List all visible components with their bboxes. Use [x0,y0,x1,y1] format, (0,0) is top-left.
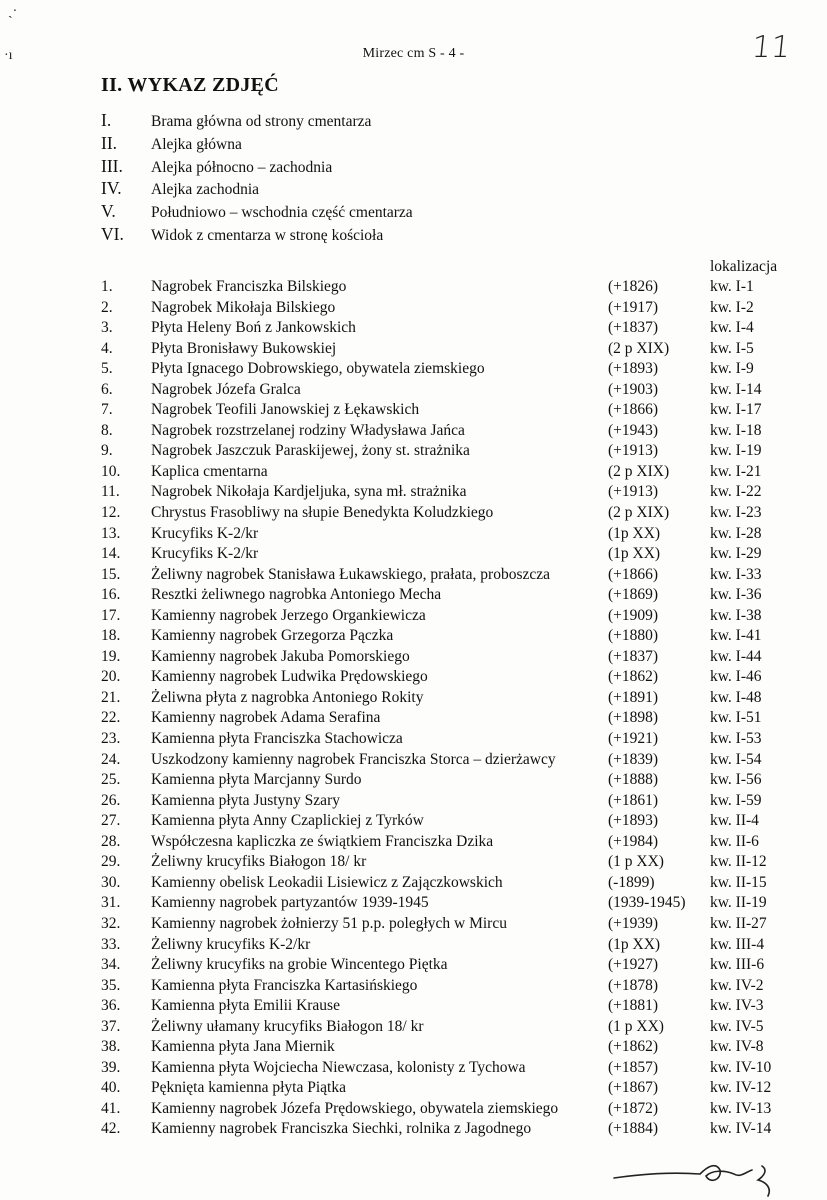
list-item [101,648,801,669]
item-location: kw. IV-12 [710,1079,772,1097]
item-date: (1939-1945) [608,894,686,912]
item-date: (+1862) [608,668,659,686]
photo-number: II. [101,132,118,153]
list-item [101,812,801,833]
item-location: kw. II-4 [710,812,759,830]
item-number: 16. [101,586,121,604]
item-description: Chrystus Frasobliwy na słupie Benedykta Koludzkiego [151,504,494,522]
item-location: kw. IV-8 [710,1038,764,1056]
photo-item [101,224,501,247]
item-location: kw. I-9 [710,360,754,378]
item-description: Nagrobek Nikołaja Kardjeljuka, syna mł. strażnika [151,483,467,501]
item-number: 9. [101,442,113,460]
item-description: Żeliwny krucyfiks na grobie Wincentego Piętka [151,956,448,974]
item-description: Kamienna płyta Justyny Szary [151,791,340,809]
item-location: kw. I-19 [710,442,762,460]
item-number: 24. [101,750,121,768]
list-item [101,936,801,957]
item-date: (2 p XIX) [608,504,670,522]
item-date: (+1862) [608,1038,659,1056]
item-description: Kamienny nagrobek Józefa Prędowskiego, obywatela ziemskiego [151,1099,559,1117]
photo-number: IV. [101,178,122,199]
photo-label: Widok z cmentarza w stronę kościoła [151,226,384,244]
item-location: kw. I-28 [710,524,762,542]
item-description: Kamienny nagrobek Adama Serafina [151,709,381,727]
list-item [101,504,801,525]
item-location: kw. I-22 [710,483,762,501]
item-number: 40. [101,1079,121,1097]
list-item [101,422,801,443]
photo-item [101,156,501,179]
item-number: 31. [101,894,121,912]
item-date: (+1898) [608,709,659,727]
item-location: kw. I-36 [710,586,762,604]
list-item [101,874,801,895]
photo-label: Alejka zachodnia [151,181,260,199]
item-description: Kaplica cmentarna [151,462,268,480]
list-item [101,668,801,689]
item-number: 18. [101,627,121,645]
item-number: 21. [101,688,121,706]
signature [612,1160,782,1200]
list-item [101,607,801,628]
item-description: Nagrobek Józefa Gralca [151,380,301,398]
list-item [101,566,801,587]
item-location: kw. I-2 [710,298,754,316]
photo-list [101,110,501,247]
item-location: kw. IV-2 [710,976,764,994]
item-number: 29. [101,853,121,871]
item-location: kw. I-56 [710,771,762,789]
item-description: Nagrobek rozstrzelanej rodziny Władysława Jańca [151,421,465,439]
item-date: (+1917) [608,298,659,316]
item-description: Płyta Bronisławy Bukowskiej [151,339,337,357]
list-item [101,730,801,751]
item-location: kw. I-18 [710,421,762,439]
item-date: (-1899) [608,873,655,891]
item-description: Żeliwny krucyfiks Białogon 18/ kr [151,853,367,871]
list-item [101,278,801,299]
photo-label: Alejka główna [151,135,242,153]
item-number: 3. [101,319,113,337]
list-item [101,977,801,998]
photo-item [101,110,501,133]
item-date: (+1826) [608,278,659,295]
photo-label: Alejka północno – zachodnia [151,158,333,176]
item-number: 35. [101,976,121,994]
item-number: 33. [101,935,121,953]
item-description: Płyta Heleny Boń z Jankowskich [151,319,356,337]
item-number: 42. [101,1120,121,1138]
item-number: 39. [101,1058,121,1076]
list-item [101,1059,801,1080]
item-location: kw. III-4 [710,935,765,953]
item-description: Kamienna płyta Anny Czaplickiej z Tyrków [151,812,424,830]
item-description: Nagrobek Franciszka Bilskiego [151,278,347,295]
photo-item [101,133,501,156]
list-item [101,401,801,422]
item-location: kw. II-12 [710,853,767,871]
item-description: Nagrobek Mikołaja Bilskiego [151,298,336,316]
list-item [101,299,801,320]
item-location: kw. I-46 [710,668,762,686]
item-date: (1p XX) [608,545,661,563]
scan-mark: ˎ· [8,4,18,19]
item-number: 26. [101,791,121,809]
item-number: 25. [101,771,121,789]
item-number: 15. [101,565,121,583]
item-location: kw. II-15 [710,873,767,891]
item-date: (+1893) [608,360,659,378]
photo-item [101,201,501,224]
item-description: Kamienna płyta Wojciecha Niewczasa, kolonisty z Tychowa [151,1058,526,1076]
photo-number: VI. [101,223,124,244]
scan-mark: ·ı [4,48,13,63]
item-description: Resztki żeliwnego nagrobka Antoniego Mecha [151,586,442,604]
photo-label: Południowo – wschodnia część cmentarza [151,204,413,222]
item-date: (+1839) [608,750,659,768]
item-location: kw. III-6 [710,956,765,974]
list-item [101,833,801,854]
list-item [101,586,801,607]
item-description: Kamienna płyta Franciszka Kartasińskiego [151,976,418,994]
item-description: Kamienna płyta Jana Miernik [151,1038,335,1056]
item-number: 2. [101,298,113,316]
item-description: Kamienny nagrobek Jakuba Pomorskiego [151,647,410,665]
item-date: (+1837) [608,647,659,665]
list-item [101,463,801,484]
item-location: kw. I-38 [710,606,762,624]
item-description: Krucyfiks K-2/kr [151,545,259,563]
item-date: (+1984) [608,832,659,850]
item-description: Kamienna płyta Franciszka Stachowicza [151,730,403,748]
item-number: 32. [101,914,121,932]
item-location: kw. IV-14 [710,1120,772,1138]
list-item [101,689,801,710]
item-date: (+1903) [608,380,659,398]
item-number: 8. [101,421,113,439]
item-date: (+1921) [608,730,659,748]
item-number: 10. [101,462,121,480]
photo-item [101,178,501,201]
location-column-header: lokalizacja [710,258,778,275]
item-number: 27. [101,812,121,830]
list-item [101,792,801,813]
item-date: (+1881) [608,997,659,1015]
item-description: Kamienny obelisk Leokadii Lisiewicz z Zajączkowskich [151,873,503,891]
item-number: 19. [101,647,121,665]
item-date: (+1909) [608,606,659,624]
list-item [101,545,801,566]
item-location: kw. I-14 [710,380,762,398]
photo-number: I. [101,110,112,130]
item-number: 22. [101,709,121,727]
photo-number: V. [101,201,116,222]
item-description: Krucyfiks K-2/kr [151,524,259,542]
list-item [101,1100,801,1121]
item-date: (+1913) [608,483,659,501]
item-date: (+1888) [608,771,659,789]
item-number: 28. [101,832,121,850]
item-date: (2 p XIX) [608,462,670,480]
item-location: kw. I-5 [710,339,754,357]
handwritten-page-number: 11 [750,30,793,65]
item-date: (+1867) [608,1079,659,1097]
item-date: (2 p XIX) [608,339,670,357]
item-number: 17. [101,606,121,624]
item-description: Płyta Ignacego Dobrowskiego, obywatela ziemskiego [151,360,485,378]
item-date: (1 p XX) [608,1017,664,1035]
item-location: kw. I-48 [710,688,762,706]
item-description: Kamienny nagrobek Jerzego Organkiewicza [151,606,426,624]
list-item [101,771,801,792]
list-item [101,340,801,361]
photo-label: Brama główna od strony cmentarza [151,113,372,130]
item-location: kw. I-54 [710,750,762,768]
list-item [101,381,801,402]
item-description: Żeliwny ułamany krucyfiks Białogon 18/ kr [151,1017,424,1035]
item-location: kw. I-21 [710,462,762,480]
item-description: Kamienny nagrobek Franciszka Siechki, rolnika z Jagodnego [151,1120,532,1138]
list-item [101,483,801,504]
list-item [101,1018,801,1039]
item-number: 6. [101,380,113,398]
item-date: (+1837) [608,319,659,337]
item-description: Nagrobek Teofili Janowskiej z Łękawskich [151,401,420,419]
item-date: (+1866) [608,565,659,583]
list-item [101,1079,801,1100]
item-date: (+1884) [608,1120,659,1138]
item-number: 36. [101,997,121,1015]
item-date: (+1857) [608,1058,659,1076]
item-number: 13. [101,524,121,542]
item-number: 14. [101,545,121,563]
item-description: Kamienna płyta Marcjanny Surdo [151,771,362,789]
item-location: kw. I-59 [710,791,762,809]
item-date: (+1939) [608,914,659,932]
list-item [101,319,801,340]
list-item [101,360,801,381]
item-description: Uszkodzony kamienny nagrobek Franciszka Storca – dzierżawcy [151,750,556,768]
item-location: kw. I-33 [710,565,762,583]
list-item [101,525,801,546]
item-description: Nagrobek Jaszczuk Paraskijewej, żony st. strażnika [151,442,470,460]
list-item [101,956,801,977]
item-number: 4. [101,339,113,357]
section-title: II. WYKAZ ZDJĘĆ [101,74,280,96]
item-location: kw. I-4 [710,319,754,337]
list-item [101,997,801,1018]
item-date: (1p XX) [608,935,661,953]
item-description: Pęknięta kamienna płyta Piątka [151,1079,346,1097]
item-location: kw. II-6 [710,832,759,850]
item-location: kw. IV-5 [710,1017,764,1035]
item-location: kw. II-19 [710,894,767,912]
item-location: kw. I-17 [710,401,762,419]
item-description: Żeliwna płyta z nagrobka Antoniego Rokity [151,688,424,706]
item-number: 38. [101,1038,121,1056]
item-date: (+1869) [608,586,659,604]
item-description: Żeliwny krucyfiks K-2/kr [151,935,311,953]
item-number: 30. [101,873,121,891]
item-description: Kamienny nagrobek żołnierzy 51 p.p. poległych w Mircu [151,914,507,932]
list-item [101,442,801,463]
item-location: kw. I-44 [710,647,762,665]
page-header: Mirzec cm S - 4 - [362,46,465,61]
item-number: 41. [101,1099,121,1117]
item-location: kw. IV-3 [710,997,764,1015]
item-date: (+1927) [608,956,659,974]
item-number: 7. [101,401,113,419]
item-location: kw. IV-13 [710,1099,772,1117]
item-location: kw. I-41 [710,627,762,645]
item-date: (+1872) [608,1099,659,1117]
item-location: kw. I-51 [710,709,762,727]
item-date: (+1878) [608,976,659,994]
item-description: Kamienna płyta Emilii Krause [151,997,340,1015]
list-item [101,1038,801,1059]
item-date: (1p XX) [608,524,661,542]
list-item [101,1120,801,1141]
list-item [101,751,801,772]
item-description: Kamienny nagrobek Ludwika Prędowskiego [151,668,428,686]
list-item [101,915,801,936]
item-date: (+1891) [608,688,659,706]
list-item [101,627,801,648]
item-number: 34. [101,956,121,974]
item-number: 20. [101,668,121,686]
item-location: kw. I-1 [710,278,754,295]
item-number: 23. [101,730,121,748]
item-date: (+1880) [608,627,659,645]
item-description: Kamienny nagrobek partyzantów 1939-1945 [151,894,429,912]
item-location: kw. I-29 [710,545,762,563]
item-description: Współczesna kapliczka ze świątkiem Franciszka Dzika [151,832,494,850]
item-description: Kamienny nagrobek Grzegorza Pączka [151,627,394,645]
item-number: 5. [101,360,113,378]
list-item [101,709,801,730]
item-number: 37. [101,1017,121,1035]
grave-list [101,278,801,1141]
item-date: (+1866) [608,401,659,419]
item-date: (1 p XX) [608,853,664,871]
item-location: kw. IV-10 [710,1058,772,1076]
item-location: kw. I-53 [710,730,762,748]
item-date: (+1861) [608,791,659,809]
photo-number: III. [101,155,123,176]
item-number: 1. [101,278,113,295]
list-item [101,894,801,915]
item-date: (+1943) [608,421,659,439]
item-location: kw. I-23 [710,504,762,522]
item-location: kw. II-27 [710,914,767,932]
item-date: (+1893) [608,812,659,830]
item-number: 11. [101,483,120,501]
item-number: 12. [101,504,121,522]
item-description: Żeliwny nagrobek Stanisława Łukawskiego, prałata, proboszcza [151,565,550,583]
list-item [101,853,801,874]
item-date: (+1913) [608,442,659,460]
